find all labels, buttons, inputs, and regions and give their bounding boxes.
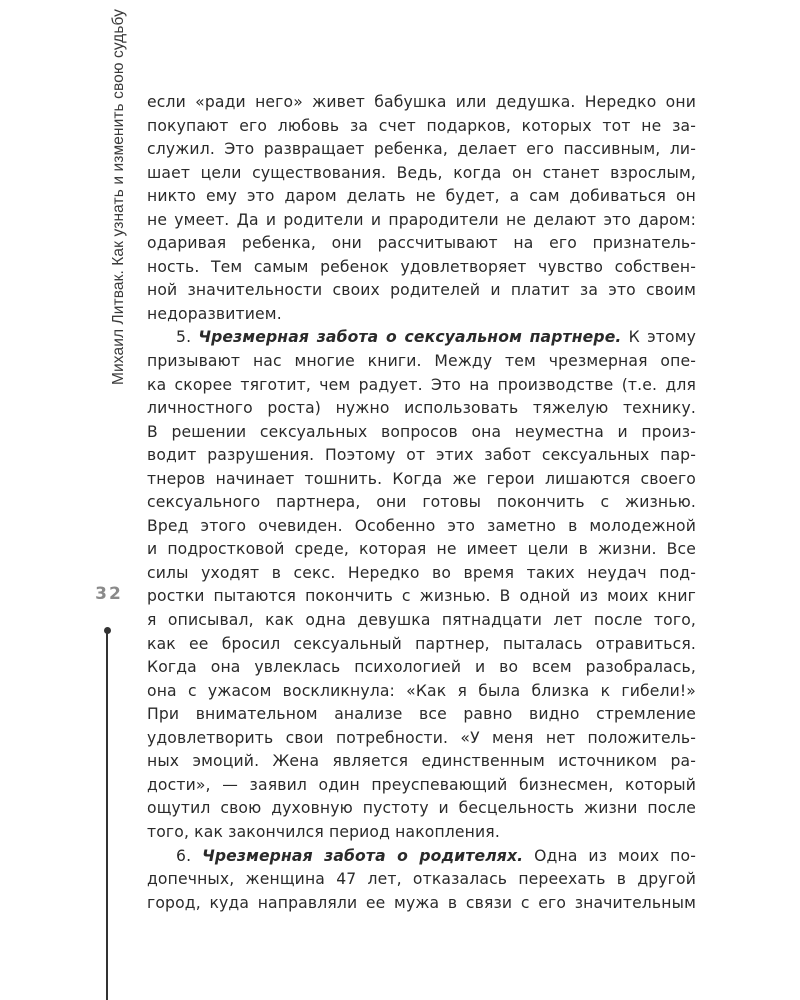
line-text: удовлетворить свои потребности. «У меня нет положитель- xyxy=(147,728,696,747)
text-line xyxy=(147,562,696,586)
text-line xyxy=(147,633,696,657)
text-line xyxy=(147,868,696,892)
text-line xyxy=(147,468,696,492)
line-text: недоразвитием. xyxy=(147,304,282,323)
text-line xyxy=(147,256,696,280)
line-text: ность. Тем самым ребенок удовлетворяет чувство собствен- xyxy=(147,257,696,276)
line-text: я описывал, как одна девушка пятнадцати лет после того, xyxy=(147,611,696,630)
text-line xyxy=(147,515,696,539)
line-text: личностного роста) нужно использовать тяжелую технику. xyxy=(147,399,696,418)
line-text: ных эмоций. Жена является единственным источником ра- xyxy=(147,752,696,771)
line-text: никто ему это даром делать не будет, а сам добиваться он xyxy=(147,187,696,206)
line-text: если «ради него» живет бабушка или дедушка. Нередко они xyxy=(147,93,696,111)
line-text: покупают его любовь за счет подарков, которых тот не за- xyxy=(147,116,696,135)
line-text: призывают нас многие книги. Между тем чрезмерная опе- xyxy=(147,352,696,371)
text-line xyxy=(147,491,696,515)
text-line xyxy=(147,162,696,186)
line-text: одаривая ребенка, они рассчитывают на его признатель- xyxy=(147,234,696,253)
text-line xyxy=(147,326,696,350)
line-text: ощутил свою духовную пустоту и бесцельность жизни после xyxy=(147,799,696,818)
text-line xyxy=(147,374,696,398)
line-text: дости», — заявил один преуспевающий бизнесмен, который xyxy=(147,775,696,794)
text-line xyxy=(147,797,696,821)
line-text: шает цели существования. Ведь, когда он станет взрослым, xyxy=(147,163,696,182)
line-text: не умеет. Да и родители и прародители не делают это даром: xyxy=(147,210,696,229)
line-text: Когда она увлеклась психологией и во всем разобралась, xyxy=(147,658,696,677)
line-text: тнеров начинает тошнить. Когда же герои лишаются своего xyxy=(147,469,696,488)
text-line xyxy=(147,538,696,562)
text-line xyxy=(147,397,696,421)
line-text: допечных, женщина 47 лет, отказалась переехать в другой xyxy=(147,870,696,889)
text-line xyxy=(147,279,696,303)
item-number: 5. xyxy=(176,328,199,347)
line-text: того, как закончился период накопления. xyxy=(147,822,500,841)
line-text: В решении сексуальных вопросов она неуместна и произ- xyxy=(147,422,696,441)
line-text: Вред этого очевиден. Особенно это заметно в молодежной xyxy=(147,516,696,535)
item-number: 6. xyxy=(176,846,203,865)
text-line xyxy=(147,91,696,115)
line-text: ка скорее тяготит, чем радует. Это на производстве (т.е. для xyxy=(147,375,696,394)
text-line xyxy=(147,727,696,751)
text-line xyxy=(147,845,696,869)
line-text: ной значительности своих родителей и платит за это своим xyxy=(147,281,696,300)
text-line xyxy=(147,138,696,162)
line-text: силы уходят в секс. Нередко во время таких неудач под- xyxy=(147,563,696,582)
text-line xyxy=(147,585,696,609)
text-line xyxy=(147,209,696,233)
item-heading: Чрезмерная забота о сексуальном партнере. xyxy=(198,328,622,347)
running-head-text: Михаил Литвак. Как узнать и изменить свою судьбу xyxy=(110,9,127,385)
text-line xyxy=(147,350,696,374)
line-text: город, куда направляли ее мужа в связи с его значительным xyxy=(147,893,696,912)
text-line xyxy=(147,115,696,139)
text-line xyxy=(147,656,696,680)
line-text: водит разрушения. Поэтому от этих забот сексуальных пар- xyxy=(147,446,696,465)
body-text xyxy=(147,91,696,915)
page-number: 32 xyxy=(95,584,123,604)
text-line xyxy=(147,892,696,916)
text-line xyxy=(147,303,696,327)
text-line xyxy=(147,750,696,774)
line-text: и подростковой среде, которая не имеет цели в жизни. Все xyxy=(147,540,696,559)
margin-rule-line xyxy=(106,630,108,1000)
text-line xyxy=(147,703,696,727)
text-line xyxy=(147,232,696,256)
item-heading: Чрезмерная забота о родителях. xyxy=(202,846,524,865)
text-line xyxy=(147,680,696,704)
text-line xyxy=(147,185,696,209)
line-text: служил. Это развращает ребенка, делает его пассивным, ли- xyxy=(147,140,696,159)
text-line xyxy=(147,821,696,845)
line-text: К этому xyxy=(621,328,696,347)
line-text: она с ужасом воскликнула: «Как я была близка к гибели!» xyxy=(147,681,696,700)
line-text: ростки пытаются покончить с жизнью. В одной из моих книг xyxy=(147,587,696,606)
text-line xyxy=(147,774,696,798)
text-line xyxy=(147,609,696,633)
line-text: Одна из моих по- xyxy=(523,846,696,865)
line-text: сексуального партнера, они готовы покончить с жизнью. xyxy=(147,493,696,512)
text-line xyxy=(147,421,696,445)
line-text: При внимательном анализе все равно видно стремление xyxy=(147,705,696,724)
text-line xyxy=(147,444,696,468)
line-text: как ее бросил сексуальный партнер, пыталась отравиться. xyxy=(147,634,696,653)
